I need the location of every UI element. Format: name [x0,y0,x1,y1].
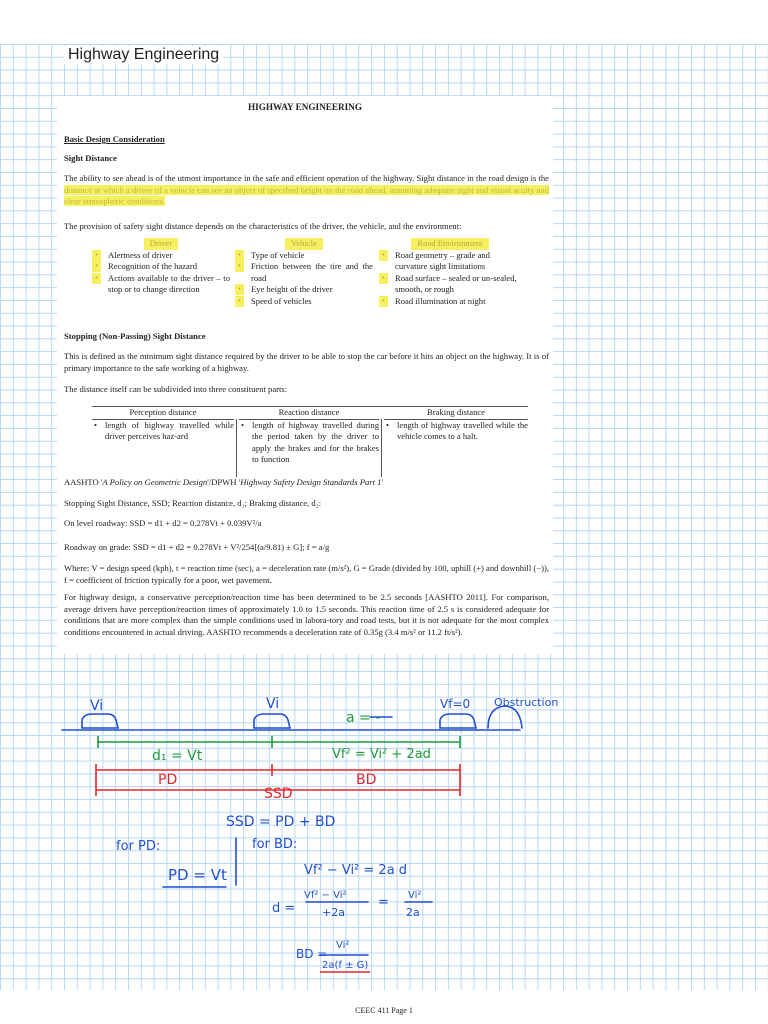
page-title: Highway Engineering [64,46,223,64]
list-item: • Friction between the tire and the road [235,261,373,284]
vehicle-column [235,238,373,308]
braking-column [384,407,528,443]
reaction-header: Reaction distance [239,407,379,420]
perception-column [92,407,234,443]
distance-parts-table [92,406,528,465]
table-cell: • length of highway travelled while driver perceives haz-ard [94,419,234,442]
provision-paragraph: The provision of safety sight distance depends on the characteristics of the driver, the vehicle, and the environment: [64,221,462,231]
equation-level: On level roadway: SSD = d1 + d2 = 0.278Vt + 0.039V²/a [64,518,262,528]
document-heading: HIGHWAY ENGINEERING [248,102,362,112]
subsection-heading: Sight Distance [64,153,117,163]
bd-final-numerator: Vi² [336,940,350,951]
list-item: • Type of vehicle [235,250,373,262]
vf-zero-label: Vf=0 [440,697,471,711]
ssd-equation: SSD = PD + BD [226,814,336,830]
table-cell: • length of highway travelled while the vehicle comes to a halt. [386,419,528,442]
intro-highlight: distance at which a driver of a vehicle can see an object of specified height on the road ahead, assuming adequate sight and visual acuity and clear atmospheric conditions. [64,184,549,207]
bd-rhs-denominator: 2a [406,906,420,919]
list-item: • Alertness of driver [92,250,230,262]
ssd-terms: Stopping Sight Distance, SSD; Reaction distance, d₁; Braking distance, d₂: [64,498,322,508]
list-item: • Eye height of the driver [235,284,373,296]
equation-grade: Roadway on grade: SSD = d1 + d2 = 0.278Vt + V²/254[(a/9.81) ± G]; f = a/g [64,542,330,552]
intro-paragraph [64,173,549,208]
bd-rhs-numerator: Vi² [408,890,422,901]
svg-text:=: = [378,895,389,910]
vi-middle-label: Vi [266,696,280,712]
obstruction-label: Obstruction [494,696,559,709]
table-cell: • length of highway travelled during the period taken by the driver to apply the brakes and for the brakes to function [241,419,379,465]
list-item: • Road surface – sealed or un-sealed, smooth, or rough [379,273,521,296]
list-item: • Road illumination at night [379,296,521,308]
vf-equation: Vf² = Vi² + 2ad [332,747,431,762]
ref-title-dpwh: Highway Safety Design Standards Part 1 [240,477,382,487]
bd-final-lhs: BD = [296,947,328,961]
list-item: • Road geometry – grade and curvature sight limitations [379,250,521,273]
pd-equation: PD = Vt [168,866,227,884]
divider [381,419,382,477]
ssd-label: SSD [264,786,293,802]
obstruction-icon [488,706,522,728]
ssd-definition: This is defined as the minimum sight distance required by the driver to be able to stop the car before it hits an object on the highway. It is of primary importance to the safe working of a highway. [64,351,549,373]
where-text: Where: V = design speed (kph), t = reaction time (sec), a = deceleration rate (m/s²), G = Grade (divided by 100, uphill (+) and downhill (−)), f = coefficient of friction typically for a poor, wet pavement. [64,563,549,585]
braking-header: Braking distance [384,407,528,420]
for-pd-label: for PD: [116,839,161,854]
accel-label: a = - [346,710,381,726]
bd-final-denominator: 2a(f ± G) [322,960,369,971]
car-right-icon [440,714,476,728]
driver-column [92,238,230,296]
bd-d-label: d = [272,901,296,916]
vi-left-label: Vi [90,698,104,714]
driver-header: Driver [144,238,178,250]
reference-line: AASHTO 'A Policy on Geometric Design'/DPWH 'Highway Safety Design Standards Part 1' [64,477,383,487]
car-left-icon [82,714,118,728]
list-item: • Speed of vehicles [235,296,373,308]
ssd-heading: Stopping (Non-Passing) Sight Distance [64,331,206,341]
perception-header: Perception distance [92,407,234,420]
list-item: • Actions available to the driver – to stop or to change direction [92,273,230,296]
section-heading: Basic Design Consideration [64,134,165,144]
intro-text: The ability to see ahead is of the utmost importance in the safe and efficient operation of the highway. Sight distance in the road design is the [64,173,549,183]
design-note: For highway design, a conservative perception/reaction time has been determined to be 2.5 seconds [AASHTO 2011]. For comparison, average drivers have perception/reaction times of approximately 1.0 to 1.5 seconds. This reaction time of 2.5 s is considered adequate for conditions that are more complex than the simple conditions used in labora-tory and road tests, but it is not adequate for the most complex conditions encountered in actual driving. AASHTO recommends a deceleration rate of 0.35g (3.4 m/s² or 11.2 ft/s²). [64,592,549,637]
top-margin [0,0,768,44]
pasted-document [57,96,553,654]
ref-title-aashto: A Policy on Geometric Design [102,477,208,487]
list-item: • Recognition of the hazard [92,261,230,273]
road-header: Road Environment [411,238,488,250]
vehicle-header: Vehicle [285,238,323,250]
handwritten-sketch [0,680,768,980]
d1-equation: d₁ = Vt [152,748,203,764]
divider [236,419,237,477]
subdivide-text: The distance itself can be subdivided into three constituent parts: [64,384,288,394]
bd-numerator: Vf² − Vi² [304,890,347,901]
bd-label: BD [356,772,377,788]
bd-denominator: +2a [322,906,345,919]
bd-equation-1: Vf² − Vi² = 2a d [304,863,408,878]
car-middle-icon [254,714,290,728]
for-bd-label: for BD: [252,837,298,852]
page-footer: CEEC 411 Page 1 [355,1006,413,1015]
reaction-column [239,407,379,466]
pd-label: PD [158,772,178,788]
road-environment-column [379,238,521,308]
